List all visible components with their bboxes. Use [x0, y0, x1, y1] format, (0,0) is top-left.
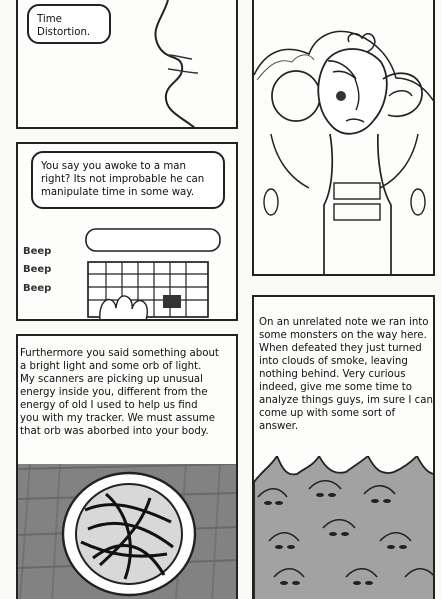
- beep-sound-2: Beep: [23, 264, 52, 275]
- panel-orb-explanation: [16, 334, 238, 599]
- character-portrait-drawing: [254, 0, 435, 274]
- smoke-monsters-drawing: [254, 456, 435, 599]
- caption-orb-explanation: Furthermore you said something about a bright light and some orb of light. My scanners are picking up unusual energy inside you, different from the energy of old I used to help us find you with my tracker. We must assume that orb was aborbed into your body.: [20, 348, 219, 438]
- speech-bubble-time-manipulation: You say you awoke to a man right? Its not improbable he can manipulate time in some way.: [31, 151, 225, 209]
- panel-time-distortion: [16, 0, 238, 129]
- orb-absorption-drawing: [18, 464, 238, 599]
- caption-monster-report: On an unrelated note we ran into some monsters on the way here. When defeated they just turned into clouds of smoke, leaving nothing behind. Very curious indeed, give me some time to analyze things guys, im sure I can come up with some sort of answer.: [259, 317, 433, 433]
- panel-character-portrait: [252, 0, 435, 276]
- beep-sound-3: Beep: [23, 283, 52, 294]
- panel-monster-report: [252, 295, 435, 599]
- speech-bubble-time-distortion: Time Distortion.: [27, 4, 111, 44]
- panel-computer-console: [16, 142, 238, 321]
- beep-sound-1: Beep: [23, 246, 52, 257]
